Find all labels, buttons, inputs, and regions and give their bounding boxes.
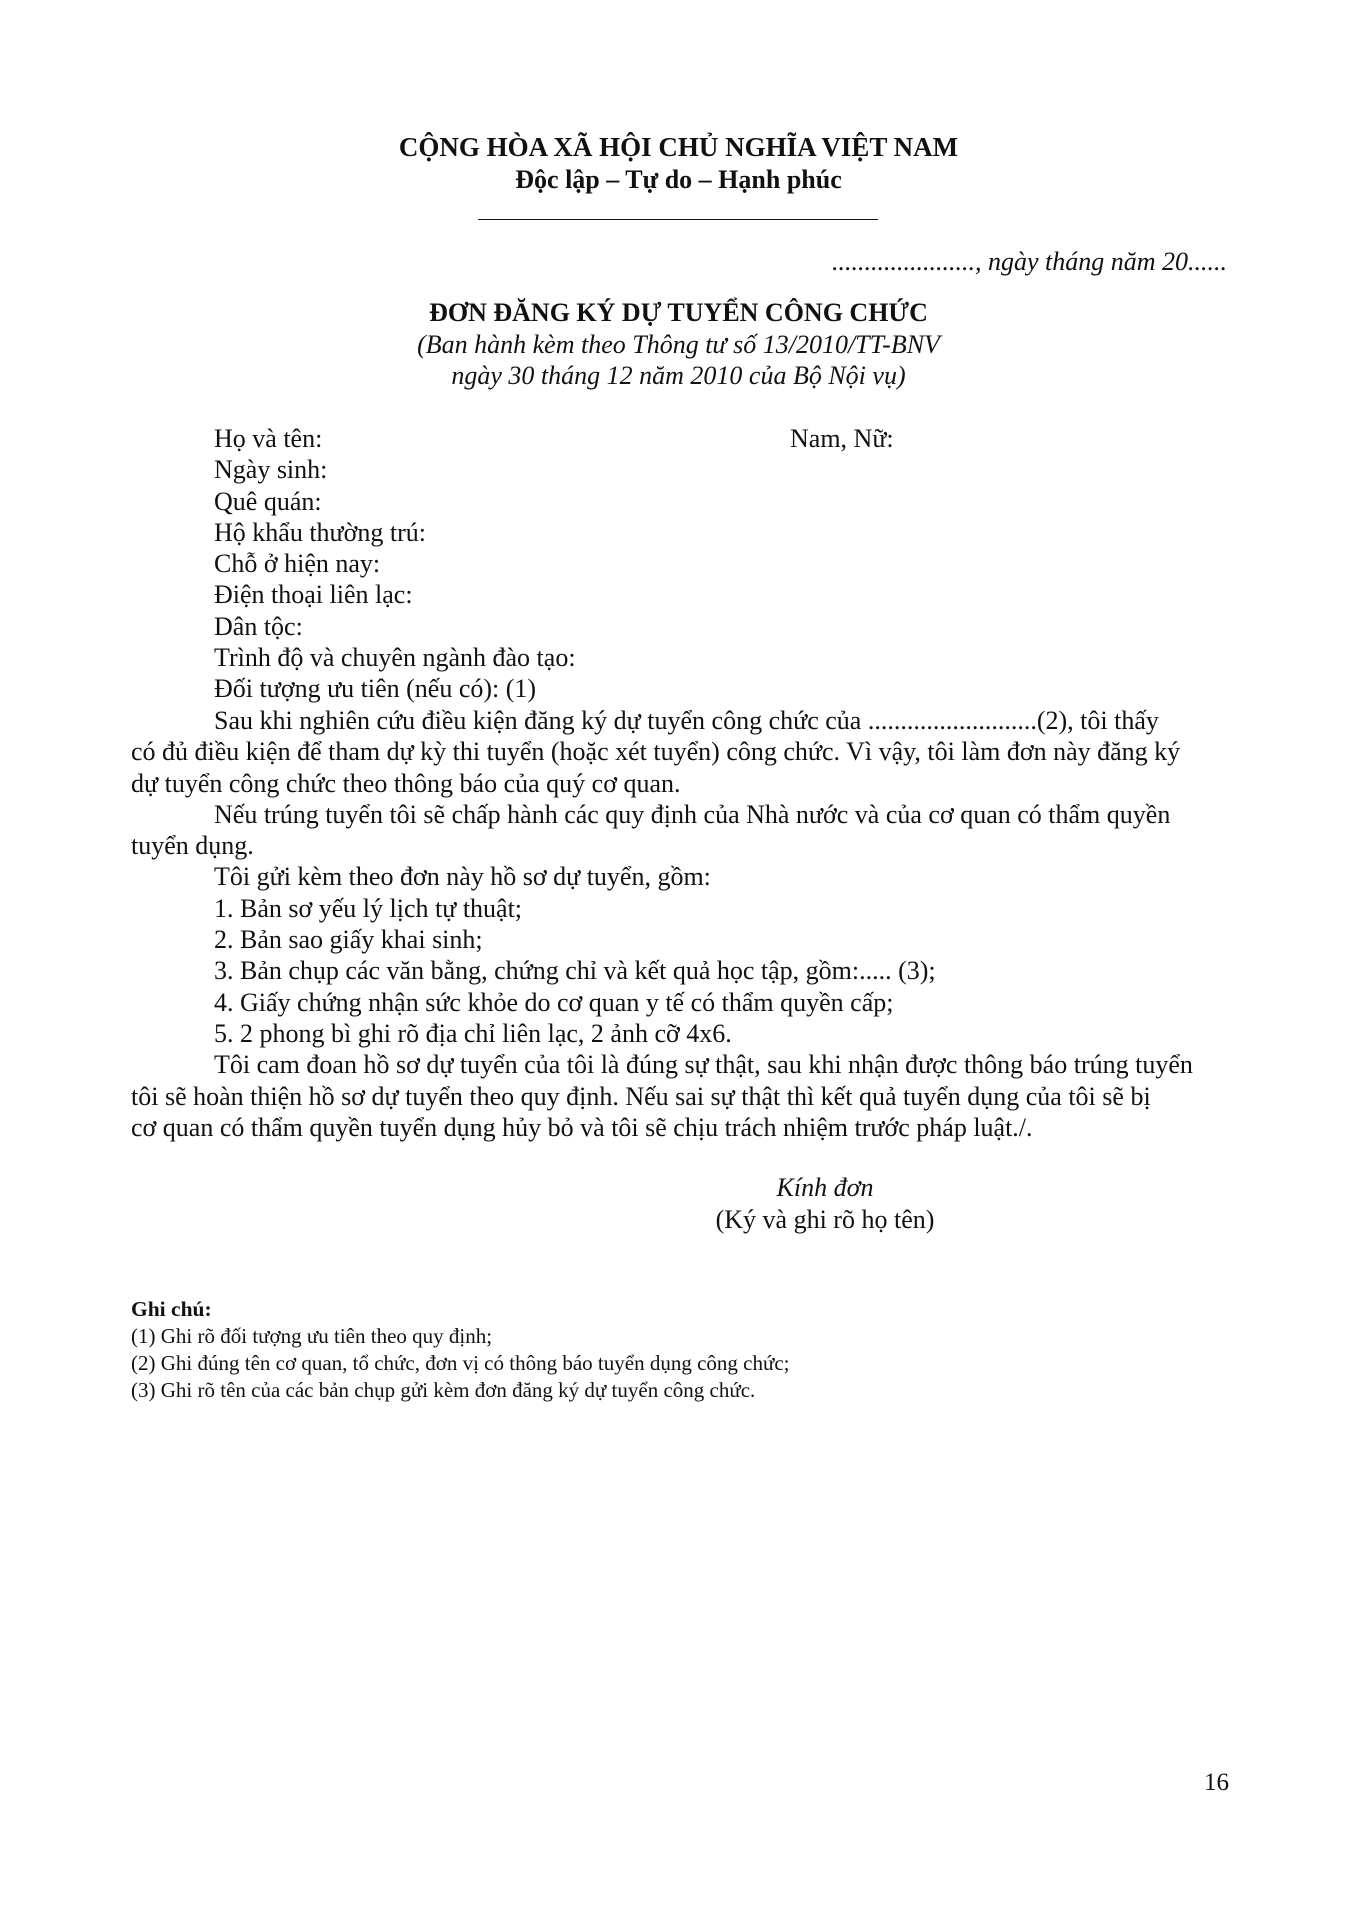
attachment-item: 3. Bản chụp các văn bằng, chứng chỉ và kết quả học tập, gồm:..... (3); [214,956,936,986]
signature-block [705,1172,945,1236]
page-number: 16 [1204,1769,1229,1796]
attachment-item: 1. Bản sơ yếu lý lịch tự thuật; [214,893,523,923]
body-line: tôi sẽ hoàn thiện hồ sơ dự tuyển theo quy định. Nếu sai sự thật thì kết quả tuyển dụng của tôi sẽ bị [131,1081,1151,1111]
body-line: cơ quan có thẩm quyền tuyển dụng hủy bỏ và tôi sẽ chịu trách nhiệm trước pháp luật./. [131,1112,1033,1142]
closing-phrase: Kính đơn [776,1173,874,1202]
field-priority: Đối tượng ưu tiên (nếu có): (1) [214,674,537,704]
form-subtitle [0,329,1357,391]
national-motto: Độc lập – Tự do – Hạnh phúc [515,165,842,194]
body-line: Tôi cam đoan hồ sơ dự tuyển của tôi là đúng sự thật, sau khi nhận được thông báo trúng tuyển [214,1050,1193,1080]
note-item: (3) Ghi rõ tên của các bản chụp gửi kèm đơn đăng ký dự tuyển công chức. [131,1378,756,1402]
form-title: ĐƠN ĐĂNG KÝ DỰ TUYỂN CÔNG CHỨC [429,298,928,327]
body-line: Tôi gửi kèm theo đơn này hồ sơ dự tuyển, gồm: [214,862,711,892]
field-current-address: Chỗ ở hiện nay: [214,549,381,579]
notes-section [131,1296,790,1404]
body-line: có đủ điều kiện để tham dự kỳ thi tuyển (hoặc xét tuyển) công chức. Vì vậy, tôi làm đơn này đăng ký [131,737,1181,767]
field-gender: Nam, Nữ: [790,424,894,453]
body-line: tuyển dụng. [131,831,254,861]
body-line: dự tuyển công chức theo thông báo của quý cơ quan. [131,768,681,798]
attachment-item: 2. Bản sao giấy khai sinh; [214,925,483,955]
header-divider [478,219,878,220]
subtitle-line: ngày 30 tháng 12 năm 2010 của Bộ Nội vụ) [451,361,906,390]
personal-info-fields [214,423,576,705]
attachment-item: 5. 2 phong bì ghi rõ địa chỉ liên lạc, 2 ảnh cỡ 4x6. [214,1018,732,1048]
field-hometown: Quê quán: [214,486,322,516]
field-phone: Điện thoại liên lạc: [214,580,413,610]
field-birth-date: Ngày sinh: [214,455,328,485]
field-permanent-residence: Hộ khẩu thường trú: [214,517,426,547]
application-body [131,705,1231,1143]
signature-note: (Ký và ghi rõ họ tên) [715,1205,935,1234]
body-line: Nếu trúng tuyển tôi sẽ chấp hành các quy định của Nhà nước và của cơ quan có thẩm quyền [214,799,1171,829]
note-item: (1) Ghi rõ đối tượng ưu tiên theo quy định; [131,1324,493,1348]
notes-heading: Ghi chú: [131,1297,212,1321]
field-full-name: Họ và tên: [214,424,323,453]
subtitle-line: (Ban hành kèm theo Thông tư số 13/2010/TT-BNV [417,330,940,359]
field-education: Trình độ và chuyên ngành đào tạo: [214,643,576,673]
body-line: Sau khi nghiên cứu điều kiện đăng ký dự tuyển công chức của ..........................(2), tôi thấy [214,706,1159,735]
note-item: (2) Ghi đúng tên cơ quan, tổ chức, đơn vị có thông báo tuyển dụng công chức; [131,1351,790,1375]
field-ethnicity: Dân tộc: [214,611,303,641]
date-line: ......................, ngày tháng năm 20...... [831,247,1227,276]
attachment-item: 4. Giấy chứng nhận sức khỏe do cơ quan y tế có thẩm quyền cấp; [214,987,894,1017]
national-title: CỘNG HÒA XÃ HỘI CHỦ NGHĨA VIỆT NAM [398,132,959,162]
